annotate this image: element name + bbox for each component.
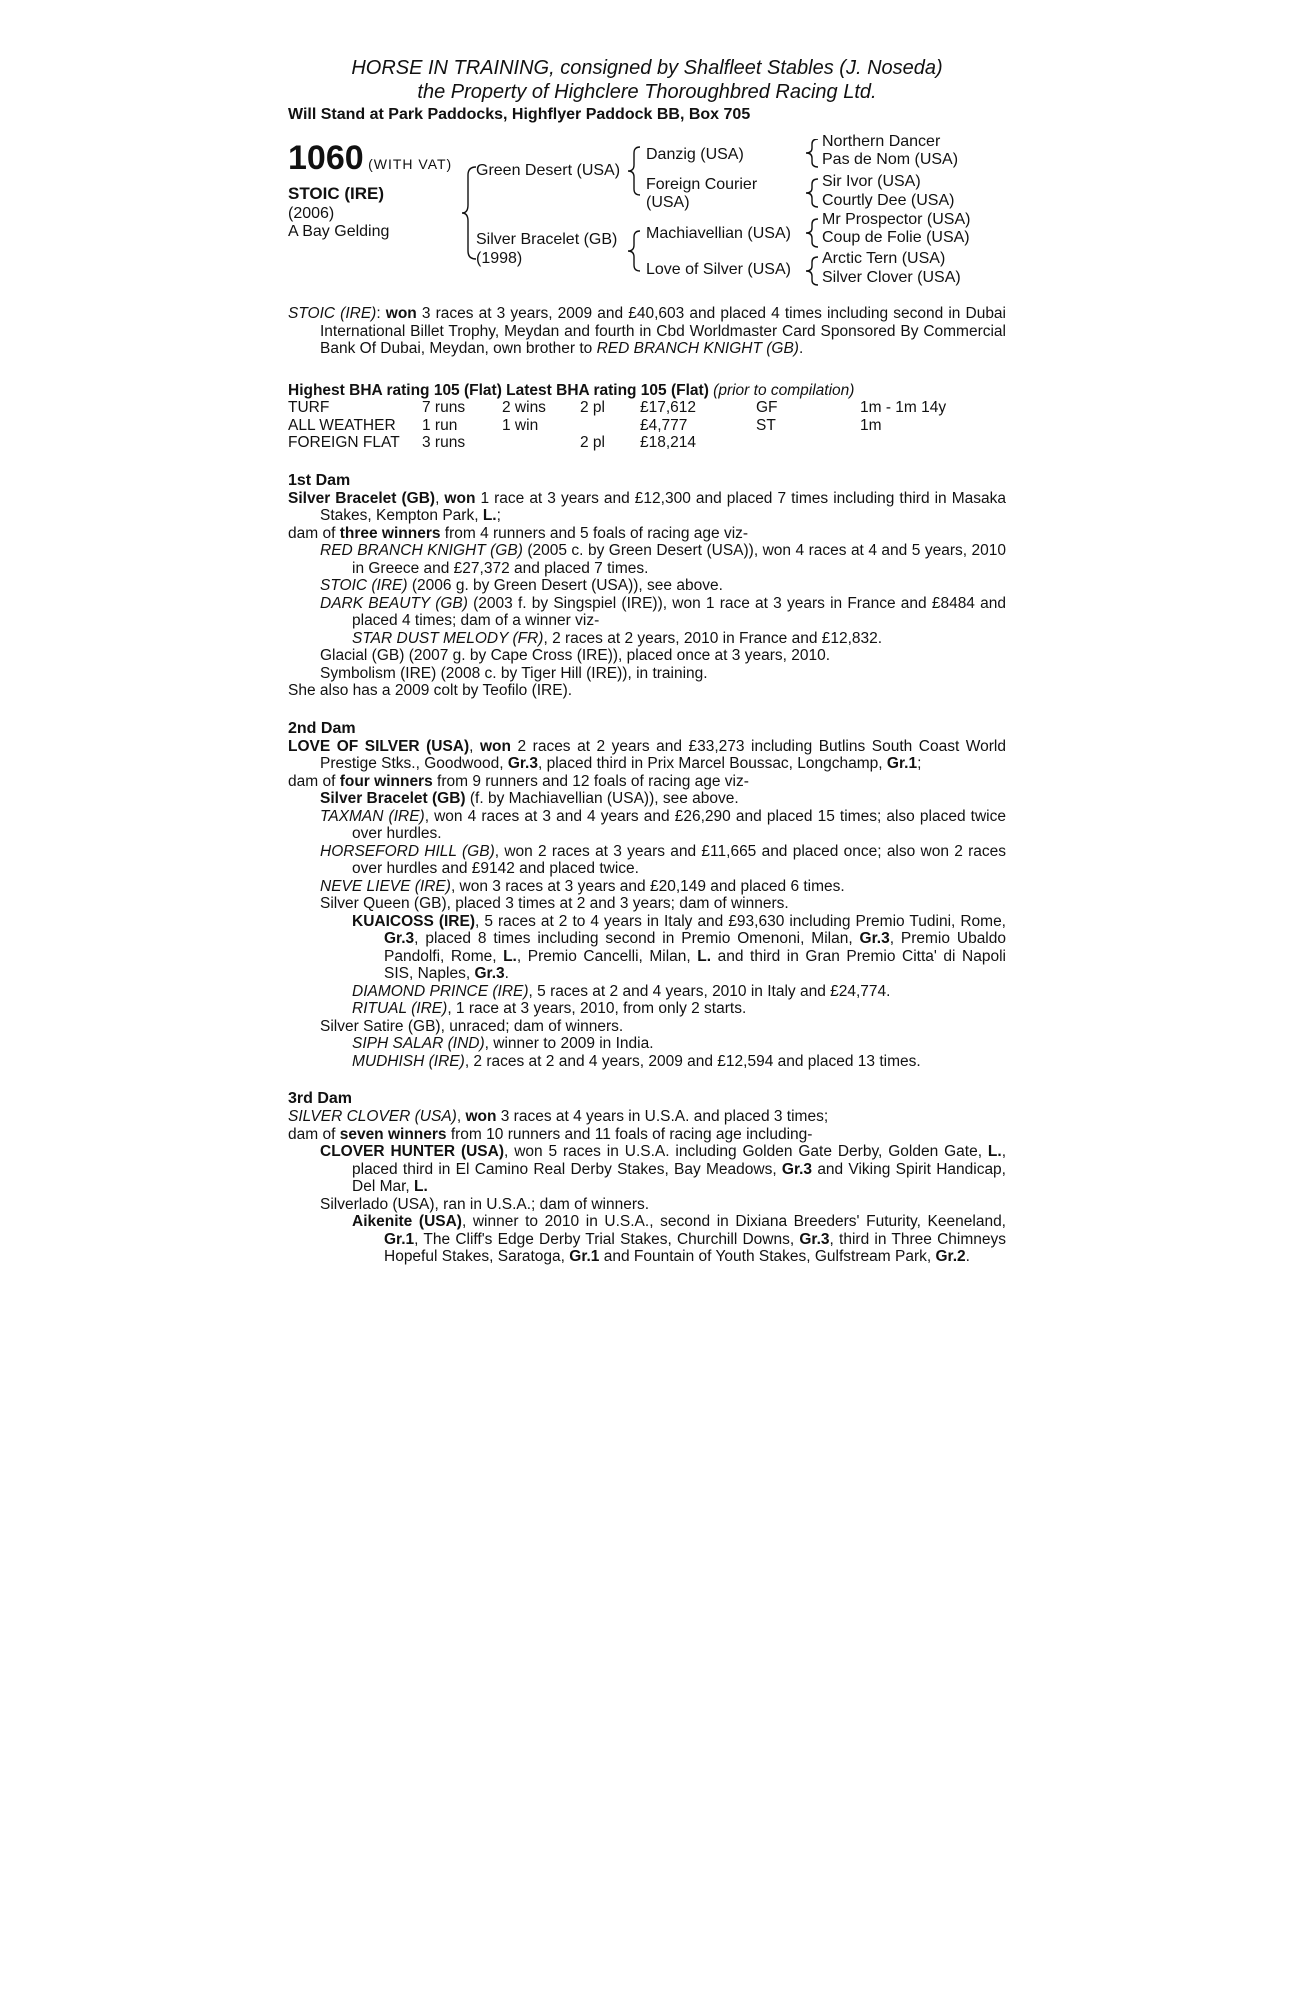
- dam2-record: LOVE OF SILVER (USA), won 2 races at 2 years and £33,273 including Butlins South Coast World Prestige Stks., Goodwood, Gr.3, placed third in Prix Marcel Boussac, Longchamp, Gr.1;: [288, 737, 1006, 772]
- produce-text: , won 3 races at 3 years and £20,149 and placed 6 times.: [450, 877, 845, 895]
- produce-name: Aikenite (USA): [352, 1213, 462, 1230]
- ratings-row: [288, 417, 946, 435]
- produce-name: MUDHISH (IRE): [352, 1052, 465, 1070]
- produce-text: (2003 f. by Singspiel (IRE)), won 1 race at 3 years in France and £8484 and placed 4 times; dam of a winner viz-: [352, 594, 1006, 629]
- dam2-produce-2: [288, 808, 1006, 843]
- dam2-produce-1: [288, 790, 1006, 808]
- header-location: Will Stand at Park Paddocks, Highflyer Paddock BB, Box 705: [288, 106, 751, 123]
- dam2-grandproduce-3: [288, 1000, 1006, 1018]
- produce-name: CLOVER HUNTER (USA): [320, 1143, 504, 1160]
- produce-text: .: [504, 965, 509, 982]
- intro-text: 3 races at 3 years, 2009 and £40,603 and placed 4 times including second in Dubai International Billet Trophy, Meydan and fourth in Cbd Worldmaster Card Sponsored By Commercial Bank Of Dubai, Meydan, own brother to: [320, 305, 1006, 357]
- dam1-record: Silver Bracelet (GB), won 1 race at 3 years and £12,300 and placed 7 times including third in Masaka Stakes, Kempton Park, L.;: [288, 489, 1006, 524]
- produce-text: (f. by Machiavellian (USA)), see above.: [465, 790, 739, 807]
- ratings-cell: [756, 434, 860, 452]
- dam1-name: Silver Bracelet (GB): [288, 489, 436, 507]
- dam2-text2: , placed third in Prix Marcel Boussac, Longchamp,: [538, 755, 887, 772]
- dam1-grandproduce: [288, 630, 1006, 648]
- horse-name: STOIC (IRE): [288, 184, 385, 203]
- dam2-grandproduce-2: [288, 983, 1006, 1001]
- sire-dam-line2: (USA): [646, 194, 690, 211]
- dam3-damof-c: from 10 runners and 11 foals of racing age including-: [446, 1125, 813, 1143]
- produce-text: , won 4 races at 3 and 4 years and £26,290 and placed 15 times; also placed twice over hurdles.: [352, 807, 1006, 842]
- ratings-cell: 1m - 1m 14y: [860, 399, 947, 416]
- dam3-damof: [288, 1126, 1006, 1144]
- dam2-damof-b: four winners: [339, 772, 433, 790]
- produce-name: SIPH SALAR (IND): [352, 1035, 485, 1052]
- dam2-end: ;: [917, 755, 922, 772]
- horse-year: (2006): [288, 205, 335, 222]
- ratings-table: [288, 399, 946, 452]
- dam1-won: won: [444, 489, 476, 507]
- produce-name: TAXMAN (IRE): [320, 807, 425, 825]
- grade: L.: [987, 1143, 1002, 1160]
- produce-text: , 5 races at 2 and 4 years, 2010 in Italy and £24,774.: [528, 982, 891, 1000]
- grade: Gr.3: [507, 755, 538, 772]
- grade: Gr.1: [569, 1248, 600, 1265]
- ratings-cell: £17,612: [640, 399, 697, 416]
- ratings-cell: £4,777: [640, 416, 688, 434]
- ratings-cell: 1m: [860, 416, 882, 434]
- dam1-text: 1 race at 3 years and £12,300 and placed 7 times including third in Masaka Stakes, Kempton Park,: [320, 489, 1006, 524]
- ratings-cell: [502, 434, 580, 452]
- produce-text: , 5 races at 2 to 4 years in Italy and £93,630 including Premio Tudini, Rome,: [475, 912, 1006, 930]
- ratings-cell: GF: [756, 399, 778, 416]
- produce-name: HORSEFORD HILL (GB): [320, 842, 495, 860]
- dam-year: (1998): [476, 250, 523, 267]
- produce-text: , won 5 races in U.S.A. including Golden Gate Derby, Golden Gate,: [504, 1143, 988, 1160]
- ratings-cell: TURF: [288, 399, 330, 416]
- dss: Mr Prospector (USA): [822, 211, 971, 228]
- dam2-name: LOVE OF SILVER (USA): [288, 737, 470, 755]
- ratings-cell: 2 pl: [580, 399, 605, 416]
- sds: Sir Ivor (USA): [822, 173, 921, 190]
- dam3-text: 3 races at 4 years in U.S.A. and placed 3 times;: [496, 1108, 829, 1125]
- ratings-title: [288, 382, 1006, 400]
- dam3-produce-2: Silverlado (USA), ran in U.S.A.; dam of winners.: [320, 1195, 650, 1213]
- pedigree-block: [288, 133, 1006, 299]
- intro-brother: RED BRANCH KNIGHT (GB): [596, 340, 799, 357]
- dam2-grandproduce-5: [288, 1053, 1006, 1071]
- produce-text: , placed 8 times including second in Premio Omenoni, Milan,: [414, 930, 860, 947]
- grade: Gr.3: [384, 930, 415, 947]
- ratings-cell: 2 pl: [580, 434, 605, 451]
- dam1-damof-a: dam of: [288, 524, 340, 542]
- header: [288, 56, 1006, 104]
- ratings-row: [288, 399, 946, 417]
- sire-dam-line1: Foreign Courier: [646, 176, 758, 193]
- vat-label: (WITH VAT): [368, 156, 453, 172]
- sire: Green Desert (USA): [476, 162, 621, 179]
- ratings-cell: 3 runs: [422, 434, 466, 451]
- dam2-heading: 2nd Dam: [288, 719, 356, 737]
- dam1-produce-4: Glacial (GB) (2007 g. by Cape Cross (IRE)), placed once at 3 years, 2010.: [320, 647, 831, 664]
- produce-text: , winner to 2009 in India.: [484, 1035, 654, 1052]
- header-property: the Property of Highclere Thoroughbred Racing Ltd.: [417, 81, 877, 103]
- grade: Gr.2: [935, 1248, 966, 1265]
- dam: Silver Bracelet (GB): [476, 231, 618, 248]
- dam1-damof: [288, 525, 1006, 543]
- dam2-damof-c: from 9 runners and 12 foals of racing age viz-: [432, 772, 749, 790]
- ratings-note: (prior to compilation): [713, 381, 855, 399]
- sire-sire: Danzig (USA): [646, 146, 744, 163]
- grade: Gr.1: [886, 755, 918, 772]
- dam2-won: won: [480, 737, 511, 755]
- grade: Gr.3: [799, 1230, 830, 1248]
- horse-description: A Bay Gelding: [288, 223, 390, 240]
- dam-sire: Machiavellian (USA): [646, 225, 791, 242]
- produce-name: KUAICOSS (IRE): [352, 912, 475, 930]
- produce-text: , Premio Ubaldo Pandolfi, Rome,: [384, 930, 1006, 965]
- produce-text: (2005 c. by Green Desert (USA)), won 4 races at 4 and 5 years, 2010 in Greece and £27,372 and placed 7 times.: [352, 542, 1006, 577]
- produce-text: and third in Gran Premio Citta' di Napoli SIS, Naples,: [384, 947, 1006, 982]
- dam3-grandproduce-1: [288, 1213, 1006, 1266]
- grade: L.: [697, 947, 712, 965]
- ratings-row: [288, 434, 946, 452]
- dam1-produce-2: [288, 577, 1006, 595]
- produce-name: NEVE LIEVE (IRE): [320, 877, 451, 895]
- produce-name: RITUAL (IRE): [352, 1000, 448, 1017]
- sdd: Courtly Dee (USA): [822, 192, 955, 209]
- dam2-produce-4: [288, 878, 1006, 896]
- dds: Arctic Tern (USA): [822, 250, 946, 267]
- dam2-damof-a: dam of: [288, 772, 340, 790]
- produce-text: , 1 race at 3 years, 2010, from only 2 starts.: [447, 1000, 747, 1017]
- produce-text: , won 2 races at 3 years and £11,665 and placed once; also won 2 races over hurdles and £9142 and placed twice.: [352, 842, 1006, 877]
- produce-name: DIAMOND PRINCE (IRE): [352, 982, 529, 1000]
- dam1-produce-1: [288, 542, 1006, 577]
- dam2-produce-6: Silver Satire (GB), unraced; dam of winners.: [320, 1017, 624, 1035]
- dam3-damof-b: seven winners: [339, 1125, 447, 1143]
- grade: Gr.3: [859, 930, 890, 947]
- lot-number: 1060: [288, 139, 364, 177]
- grade: L.: [503, 947, 517, 965]
- dam2-grandproduce-4: [288, 1035, 1006, 1053]
- intro-name: STOIC (IRE): [288, 305, 377, 322]
- ratings-cell: 1 run: [422, 416, 458, 434]
- grade: Gr.3: [781, 1160, 813, 1178]
- produce-text: , 2 races at 2 and 4 years, 2009 and £12,594 and placed 13 times.: [464, 1052, 921, 1070]
- catalogue-page: [288, 56, 1006, 1266]
- ratings-cell: [860, 434, 946, 452]
- produce-text: and Viking Spirit Handicap, Del Mar,: [352, 1160, 1006, 1195]
- dam2-grandproduce-1: [288, 913, 1006, 983]
- produce-name: RED BRANCH KNIGHT (GB): [320, 542, 523, 559]
- dam1-damof-c: from 4 runners and 5 foals of racing age viz-: [440, 524, 749, 542]
- ratings-cell: FOREIGN FLAT: [288, 434, 400, 451]
- dam1-produce-3: [288, 595, 1006, 630]
- dam1-damof-b: three winners: [339, 524, 441, 542]
- ratings-cell: ALL WEATHER: [288, 416, 396, 434]
- grade: Gr.1: [384, 1230, 415, 1248]
- produce-text: and Fountain of Youth Stakes, Gulfstream Park,: [599, 1248, 936, 1265]
- ssd: Pas de Nom (USA): [822, 151, 959, 168]
- ratings-cell: 7 runs: [422, 399, 466, 416]
- dam1-heading: 1st Dam: [288, 471, 351, 489]
- ratings-cell: £18,214: [640, 434, 697, 451]
- intro-end: .: [798, 340, 804, 357]
- produce-name: STOIC (IRE): [320, 577, 408, 594]
- ratings-cell: 2 wins: [502, 399, 546, 416]
- produce-name: STAR DUST MELODY (FR): [352, 629, 544, 647]
- dsd: Coup de Folie (USA): [822, 229, 970, 246]
- intro-won: won: [385, 305, 417, 322]
- produce-name: DARK BEAUTY (GB): [320, 594, 468, 612]
- produce-text: .: [965, 1248, 970, 1265]
- ratings-cell: [580, 417, 640, 435]
- ratings-cell: 1 win: [502, 416, 539, 434]
- grade: Gr.3: [474, 965, 505, 982]
- ddd: Silver Clover (USA): [822, 269, 961, 286]
- dam2-damof: [288, 773, 1006, 791]
- produce-text: , third in Three Chimneys Hopeful Stakes, Saratoga,: [384, 1230, 1006, 1265]
- dam2-produce-3: [288, 843, 1006, 878]
- dam3-damof-a: dam of: [288, 1125, 340, 1143]
- dam1-produce-5: Symbolism (IRE) (2008 c. by Tiger Hill (IRE)), in training.: [320, 664, 708, 682]
- ratings-cell: ST: [756, 416, 776, 434]
- dam3-produce-1: [288, 1143, 1006, 1196]
- produce-text: , placed third in El Camino Real Derby Stakes, Bay Meadows,: [352, 1143, 1006, 1178]
- produce-text: (2006 g. by Green Desert (USA)), see above.: [407, 577, 723, 594]
- produce-text: , The Cliff's Edge Derby Trial Stakes, Churchill Downs,: [414, 1230, 800, 1248]
- dam3-name: SILVER CLOVER (USA): [288, 1108, 457, 1125]
- sss: Northern Dancer: [822, 133, 941, 150]
- produce-text: , 2 races at 2 years, 2010 in France and £12,832.: [543, 629, 883, 647]
- dam1-listed: L.: [482, 507, 497, 524]
- header-consignor: HORSE IN TRAINING, consigned by Shalfleet Stables (J. Noseda): [351, 57, 943, 79]
- produce-text: , winner to 2010 in U.S.A., second in Dixiana Breeders' Futurity, Keeneland,: [461, 1213, 1006, 1230]
- dam2-produce-5: Silver Queen (GB), placed 3 times at 2 and 3 years; dam of winners.: [320, 895, 789, 912]
- race-record: STOIC (IRE): won 3 races at 3 years, 2009 and £40,603 and placed 4 times including second in Dubai International Billet Trophy, Meydan and fourth in Cbd Worldmaster Card Sponsored By Commercial Bank Of Dubai, Meydan, own brother to RED BRANCH KNIGHT (GB).: [288, 305, 1006, 357]
- produce-text: , Premio Cancelli, Milan,: [516, 947, 698, 965]
- grade: L.: [414, 1178, 428, 1195]
- dam3-won: won: [465, 1108, 497, 1125]
- dam-dam: Love of Silver (USA): [646, 261, 791, 278]
- dam3-record: SILVER CLOVER (USA), won 3 races at 4 years in U.S.A. and placed 3 times;: [288, 1108, 829, 1125]
- ratings-heading: Highest BHA rating 105 (Flat) Latest BHA rating 105 (Flat): [288, 381, 709, 399]
- produce-name: Silver Bracelet (GB): [320, 790, 466, 807]
- dam1-note: She also has a 2009 colt by Teofilo (IRE).: [288, 682, 573, 699]
- dam3-heading: 3rd Dam: [288, 1090, 353, 1107]
- dam1-end: ;: [496, 507, 501, 524]
- dam2-text: 2 races at 2 years and £33,273 including Butlins South Coast World Prestige Stks., Goodwood,: [320, 737, 1006, 772]
